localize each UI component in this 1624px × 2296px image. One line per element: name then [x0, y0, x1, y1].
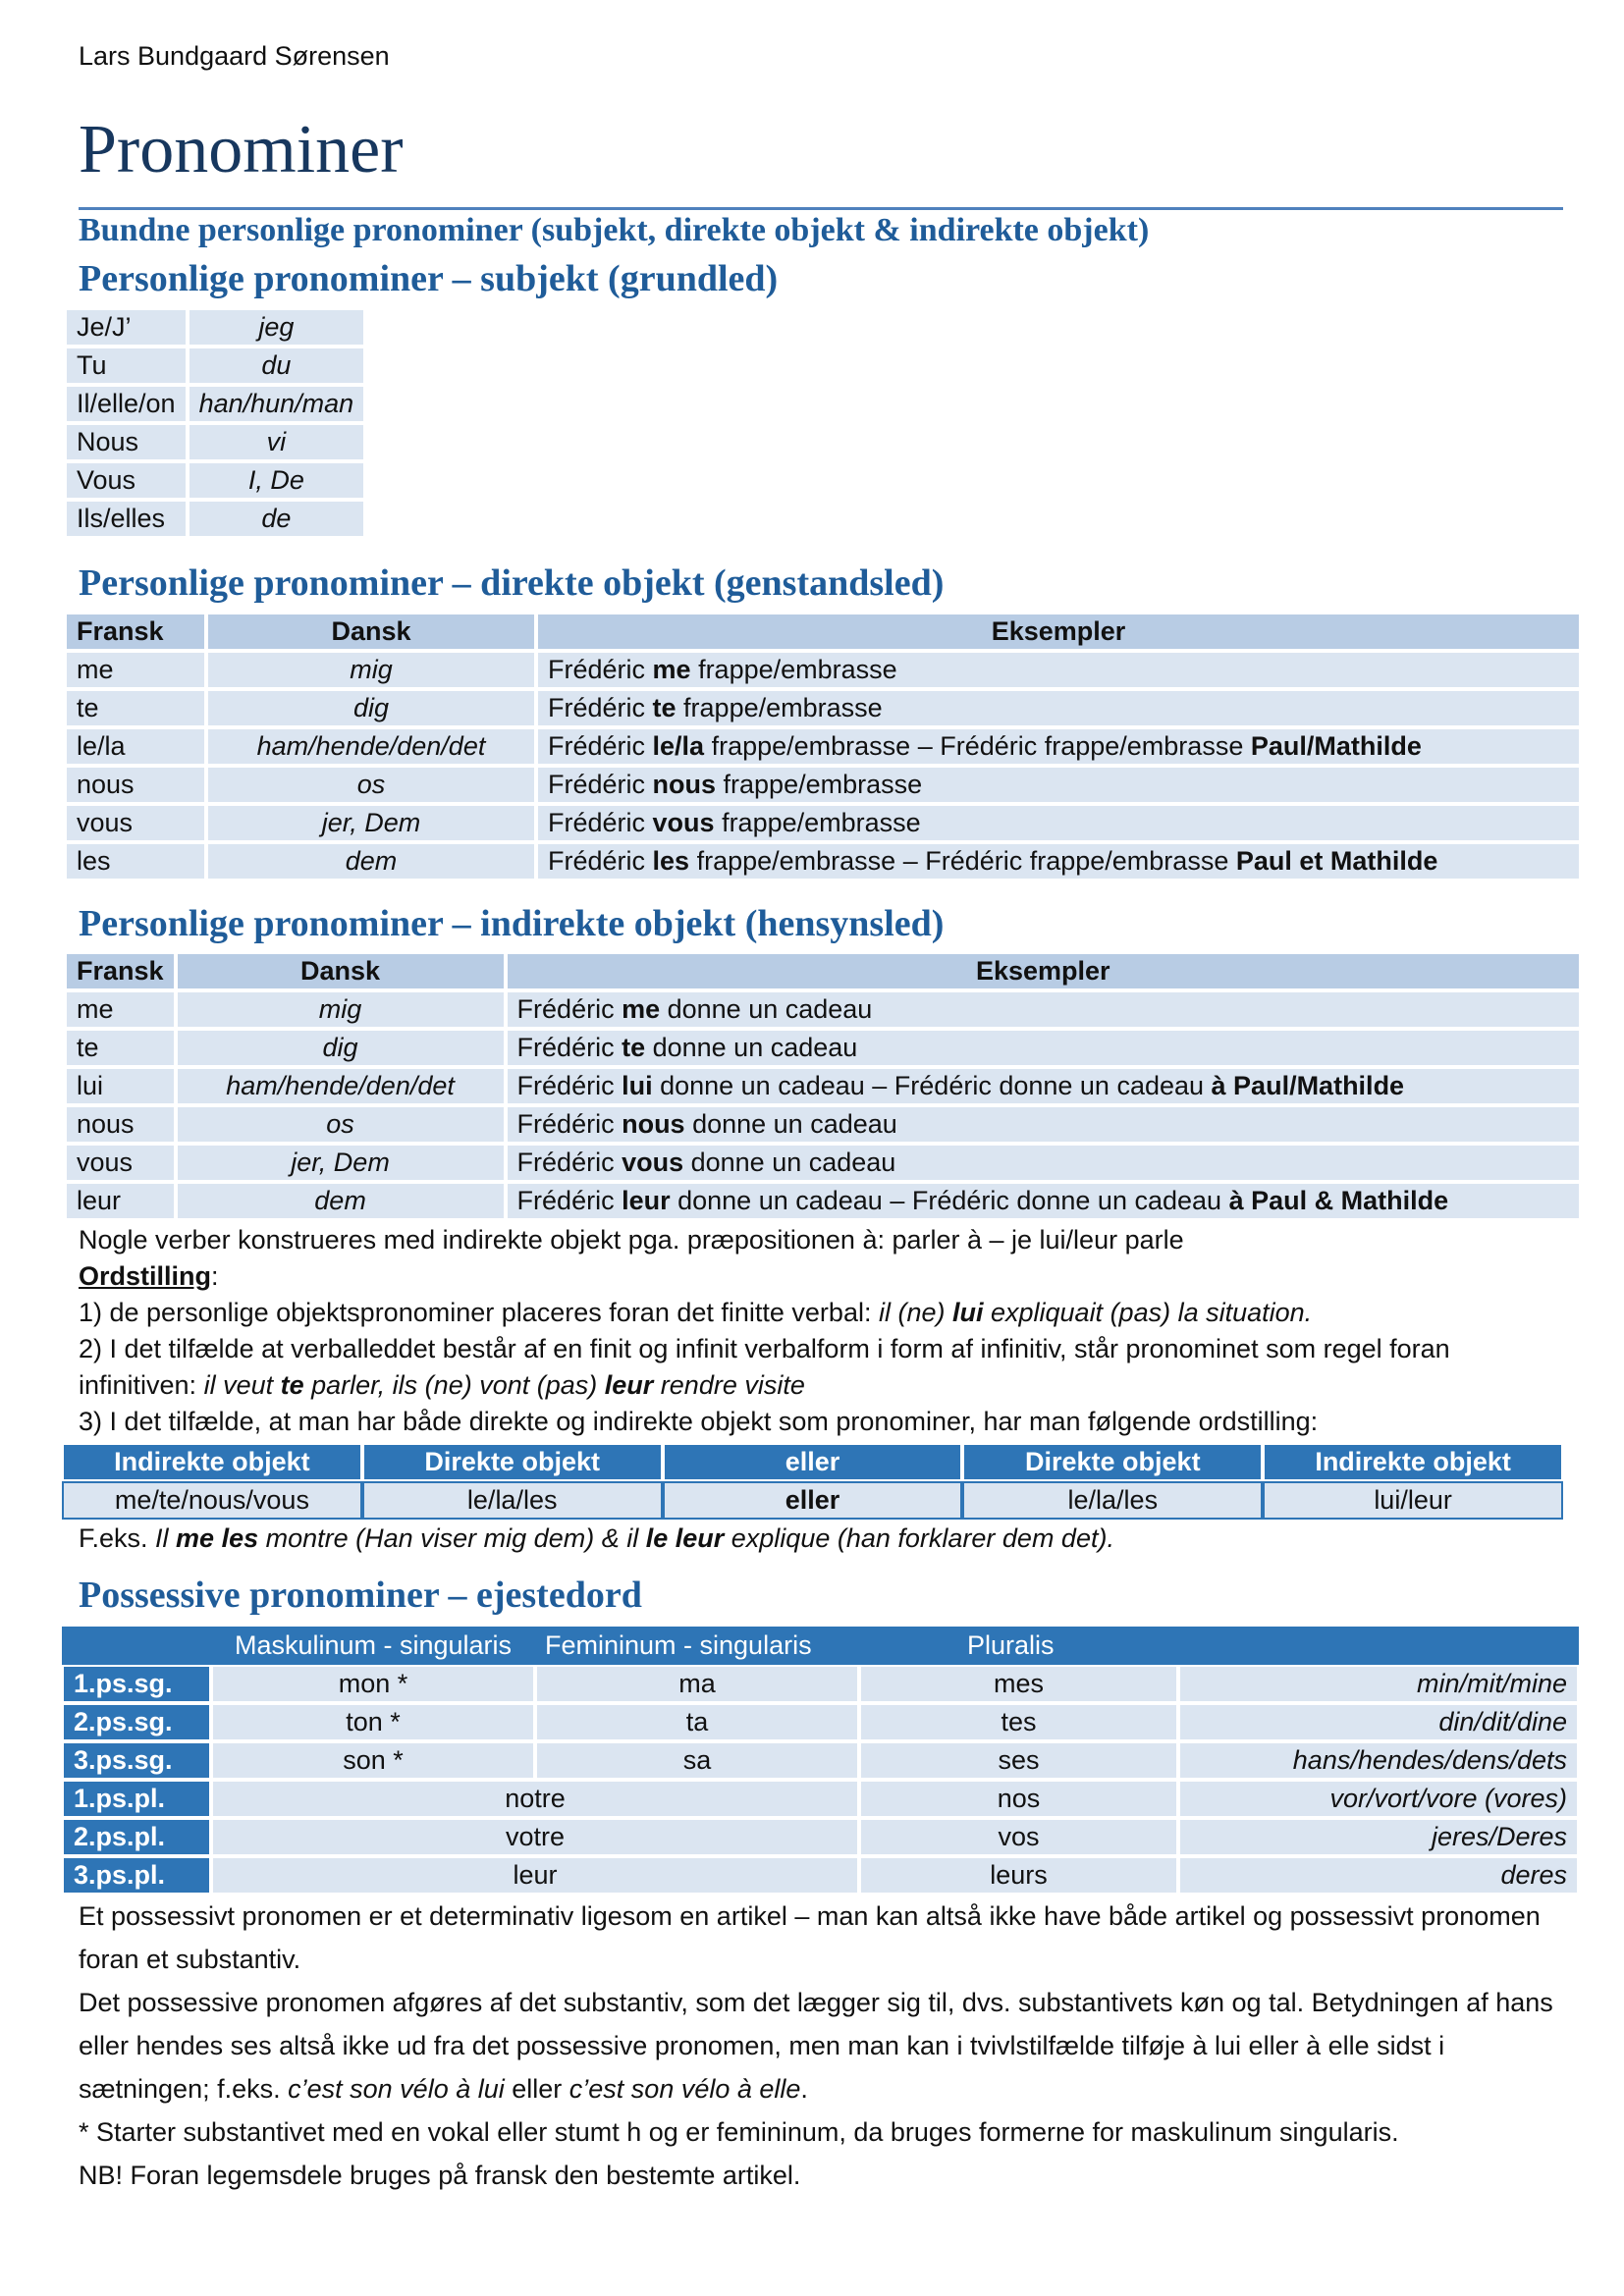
- poss-header-blank2: [1178, 1627, 1579, 1665]
- subjekt-dansk: de: [188, 500, 366, 538]
- cell-dansk: dem: [176, 1182, 506, 1220]
- poss-fem: sa: [535, 1741, 859, 1780]
- cell-fransk: le/la: [65, 727, 206, 766]
- poss-dansk: vor/vort/vore (vores): [1178, 1780, 1579, 1818]
- cell-fransk: te: [65, 689, 206, 727]
- poss-mask: mon *: [211, 1665, 535, 1703]
- poss-plur: mes: [859, 1665, 1178, 1703]
- poss-plur: tes: [859, 1703, 1178, 1741]
- heading-possessive: Possessive pronominer – ejestedord: [79, 1575, 642, 1616]
- heading-direkte: Personlige pronominer – direkte objekt (genstandsled): [79, 562, 945, 604]
- table-row: [65, 727, 1581, 766]
- cell-eksempel: Frédéric nous donne un cadeau: [506, 1105, 1581, 1144]
- poss-plur: ses: [859, 1741, 1178, 1780]
- table-row: [62, 1856, 1579, 1895]
- table-row: [62, 1741, 1579, 1780]
- cell-dansk: jer, Dem: [206, 804, 536, 842]
- order-header-1: Indirekte objekt: [62, 1443, 362, 1481]
- cell-eksempel: Frédéric te donne un cadeau: [506, 1029, 1581, 1067]
- author-name: Lars Bundgaard Sørensen: [79, 41, 390, 71]
- heading-bundne: Bundne personlige pronominer (subjekt, direkte objekt & indirekte objekt): [79, 212, 1150, 248]
- table-row: [65, 423, 365, 461]
- table-row: [65, 347, 365, 385]
- header-dansk: Dansk: [206, 613, 536, 651]
- poss-sing: leur: [211, 1856, 859, 1895]
- order-cell-5: lui/leur: [1263, 1481, 1563, 1520]
- subjekt-fransk: Je/J’: [65, 308, 188, 347]
- cell-dansk: dem: [206, 842, 536, 881]
- possessive-table: [62, 1627, 1579, 1895]
- paragraph-4: NB! Foran legemsdele bruges på fransk den bestemte artikel.: [79, 2161, 801, 2190]
- header-eksempler: Eksempler: [506, 952, 1581, 990]
- page-title: Pronominer: [79, 112, 404, 187]
- cell-dansk: mig: [176, 990, 506, 1029]
- subjekt-dansk: I, De: [188, 461, 366, 500]
- poss-sing: votre: [211, 1818, 859, 1856]
- order-cell-4: le/la/les: [962, 1481, 1263, 1520]
- subjekt-fransk: Nous: [65, 423, 188, 461]
- header-dansk: Dansk: [176, 952, 506, 990]
- cell-eksempel: Frédéric les frappe/embrasse – Frédéric frappe/embrasse Paul et Mathilde: [536, 842, 1581, 881]
- title-rule: [79, 207, 1563, 210]
- table-row: [62, 1703, 1579, 1741]
- ordstilling-rule-2: 2) I det tilfælde at verballeddet består af en finit og infinit verbalform i form af infinitiv, står pronominet som regel foran infinitiven: il veut te parler, ils (ne) vont (pas) leur rendre visite: [79, 1334, 1450, 1400]
- cell-eksempel: Frédéric leur donne un cadeau – Frédéric donne un cadeau à Paul & Mathilde: [506, 1182, 1581, 1220]
- cell-eksempel: Frédéric lui donne un cadeau – Frédéric donne un cadeau à Paul/Mathilde: [506, 1067, 1581, 1105]
- table-row: [65, 1144, 1581, 1182]
- cell-dansk: mig: [206, 651, 536, 689]
- subjekt-fransk: Ils/elles: [65, 500, 188, 538]
- poss-header-mask: Maskulinum - singularis: [211, 1627, 535, 1665]
- poss-person: 3.ps.sg.: [62, 1741, 211, 1780]
- poss-person: 2.ps.pl.: [62, 1818, 211, 1856]
- poss-dansk: hans/hendes/dens/dets: [1178, 1741, 1579, 1780]
- paragraph-1: Et possessivt pronomen er et determinativ ligesom en artikel – man kan altså ikke have både artikel og possessivt pronomen foran et substantiv.: [79, 1901, 1541, 1974]
- direkte-table: [65, 613, 1581, 881]
- order-cell-3: eller: [663, 1481, 963, 1520]
- poss-mask: ton *: [211, 1703, 535, 1741]
- table-row: [65, 1029, 1581, 1067]
- header-eksempler: Eksempler: [536, 613, 1581, 651]
- order-header-5: Indirekte objekt: [1263, 1443, 1563, 1481]
- cell-fransk: me: [65, 990, 176, 1029]
- poss-sing: notre: [211, 1780, 859, 1818]
- subjekt-fransk: Vous: [65, 461, 188, 500]
- cell-dansk: ham/hende/den/det: [206, 727, 536, 766]
- poss-person: 1.ps.sg.: [62, 1665, 211, 1703]
- cell-fransk: me: [65, 651, 206, 689]
- poss-person: 3.ps.pl.: [62, 1856, 211, 1895]
- table-row: [65, 500, 365, 538]
- table-row: [62, 1780, 1579, 1818]
- cell-dansk: os: [206, 766, 536, 804]
- poss-fem: ma: [535, 1665, 859, 1703]
- cell-fransk: lui: [65, 1067, 176, 1105]
- table-row: [65, 1067, 1581, 1105]
- cell-dansk: dig: [206, 689, 536, 727]
- cell-eksempel: Frédéric vous frappe/embrasse: [536, 804, 1581, 842]
- poss-dansk: din/dit/dine: [1178, 1703, 1579, 1741]
- cell-eksempel: Frédéric me donne un cadeau: [506, 990, 1581, 1029]
- heading-indirekte: Personlige pronominer – indirekte objekt (hensynsled): [79, 903, 945, 944]
- cell-eksempel: Frédéric me frappe/embrasse: [536, 651, 1581, 689]
- cell-eksempel: Frédéric nous frappe/embrasse: [536, 766, 1581, 804]
- poss-header-plur: Pluralis: [859, 1627, 1178, 1665]
- cell-eksempel: Frédéric le/la frappe/embrasse – Frédéric frappe/embrasse Paul/Mathilde: [536, 727, 1581, 766]
- table-row: [65, 385, 365, 423]
- subjekt-fransk: Il/elle/on: [65, 385, 188, 423]
- header-fransk: Fransk: [65, 952, 176, 990]
- paragraph-2: Det possessive pronomen afgøres af det substantiv, som det lægger sig til, dvs. substantivets køn og tal. Betydningen af hans eller hendes ses altså ikke ud fra det possessive pronomen, men man kan i tvivlstilfælde tilføje à lui eller à elle sidst i sætningen; f.eks. c’est son vélo à lui eller c’est son vélo à elle.: [79, 1988, 1553, 2104]
- cell-dansk: dig: [176, 1029, 506, 1067]
- poss-plur: vos: [859, 1818, 1178, 1856]
- ordstilling-label: Ordstilling:: [79, 1261, 219, 1291]
- order-cell-2: le/la/les: [362, 1481, 663, 1520]
- poss-dansk: min/mit/mine: [1178, 1665, 1579, 1703]
- poss-dansk: deres: [1178, 1856, 1579, 1895]
- indirekte-table: [65, 952, 1581, 1220]
- cell-dansk: jer, Dem: [176, 1144, 506, 1182]
- cell-fransk: nous: [65, 1105, 176, 1144]
- table-row: [62, 1665, 1579, 1703]
- table-row: [65, 842, 1581, 881]
- table-row: [65, 689, 1581, 727]
- subjekt-table: [65, 308, 365, 538]
- poss-plur: leurs: [859, 1856, 1178, 1895]
- order-header-3: eller: [663, 1443, 963, 1481]
- table-row: [65, 461, 365, 500]
- order-cell-1: me/te/nous/vous: [62, 1481, 362, 1520]
- paragraph-3: * Starter substantivet med en vokal eller stumt h og er femininum, da bruges formerne for maskulinum singularis.: [79, 2117, 1399, 2147]
- table-row: [65, 766, 1581, 804]
- cell-eksempel: Frédéric te frappe/embrasse: [536, 689, 1581, 727]
- table-row: [65, 308, 365, 347]
- table-row: [65, 651, 1581, 689]
- header-fransk: Fransk: [65, 613, 206, 651]
- cell-fransk: leur: [65, 1182, 176, 1220]
- table-row: [65, 1105, 1581, 1144]
- cell-fransk: vous: [65, 1144, 176, 1182]
- ordstilling-rule-1: 1) de personlige objektspronominer placeres foran det finitte verbal: il (ne) lui expliquait (pas) la situation.: [79, 1298, 1313, 1327]
- table-row: [65, 1182, 1581, 1220]
- order-table: [62, 1443, 1563, 1520]
- subjekt-dansk: han/hun/man: [188, 385, 366, 423]
- table-row: [65, 990, 1581, 1029]
- poss-plur: nos: [859, 1780, 1178, 1818]
- cell-fransk: les: [65, 842, 206, 881]
- table-row: [62, 1818, 1579, 1856]
- poss-fem: ta: [535, 1703, 859, 1741]
- cell-dansk: os: [176, 1105, 506, 1144]
- order-header-4: Direkte objekt: [962, 1443, 1263, 1481]
- cell-eksempel: Frédéric vous donne un cadeau: [506, 1144, 1581, 1182]
- ordstilling-rule-3: 3) I det tilfælde, at man har både direkte og indirekte objekt som pronominer, har man følgende ordstilling:: [79, 1407, 1319, 1436]
- subjekt-dansk: jeg: [188, 308, 366, 347]
- poss-mask: son *: [211, 1741, 535, 1780]
- poss-person: 2.ps.sg.: [62, 1703, 211, 1741]
- table-row: [65, 804, 1581, 842]
- subjekt-dansk: vi: [188, 423, 366, 461]
- poss-person: 1.ps.pl.: [62, 1780, 211, 1818]
- note-verber: Nogle verber konstrueres med indirekte objekt pga. præpositionen à: parler à – je lui/leur parle: [79, 1225, 1184, 1255]
- cell-fransk: vous: [65, 804, 206, 842]
- cell-fransk: nous: [65, 766, 206, 804]
- poss-dansk: jeres/Deres: [1178, 1818, 1579, 1856]
- heading-subjekt: Personlige pronominer – subjekt (grundled): [79, 258, 779, 299]
- subjekt-dansk: du: [188, 347, 366, 385]
- subjekt-fransk: Tu: [65, 347, 188, 385]
- order-header-2: Direkte objekt: [362, 1443, 663, 1481]
- poss-header-fem: Femininum - singularis: [535, 1627, 859, 1665]
- order-example: F.eks. Il me les montre (Han viser mig dem) & il le leur explique (han forklarer dem det).: [79, 1523, 1114, 1553]
- poss-header-blank: [62, 1627, 211, 1665]
- cell-dansk: ham/hende/den/det: [176, 1067, 506, 1105]
- cell-fransk: te: [65, 1029, 176, 1067]
